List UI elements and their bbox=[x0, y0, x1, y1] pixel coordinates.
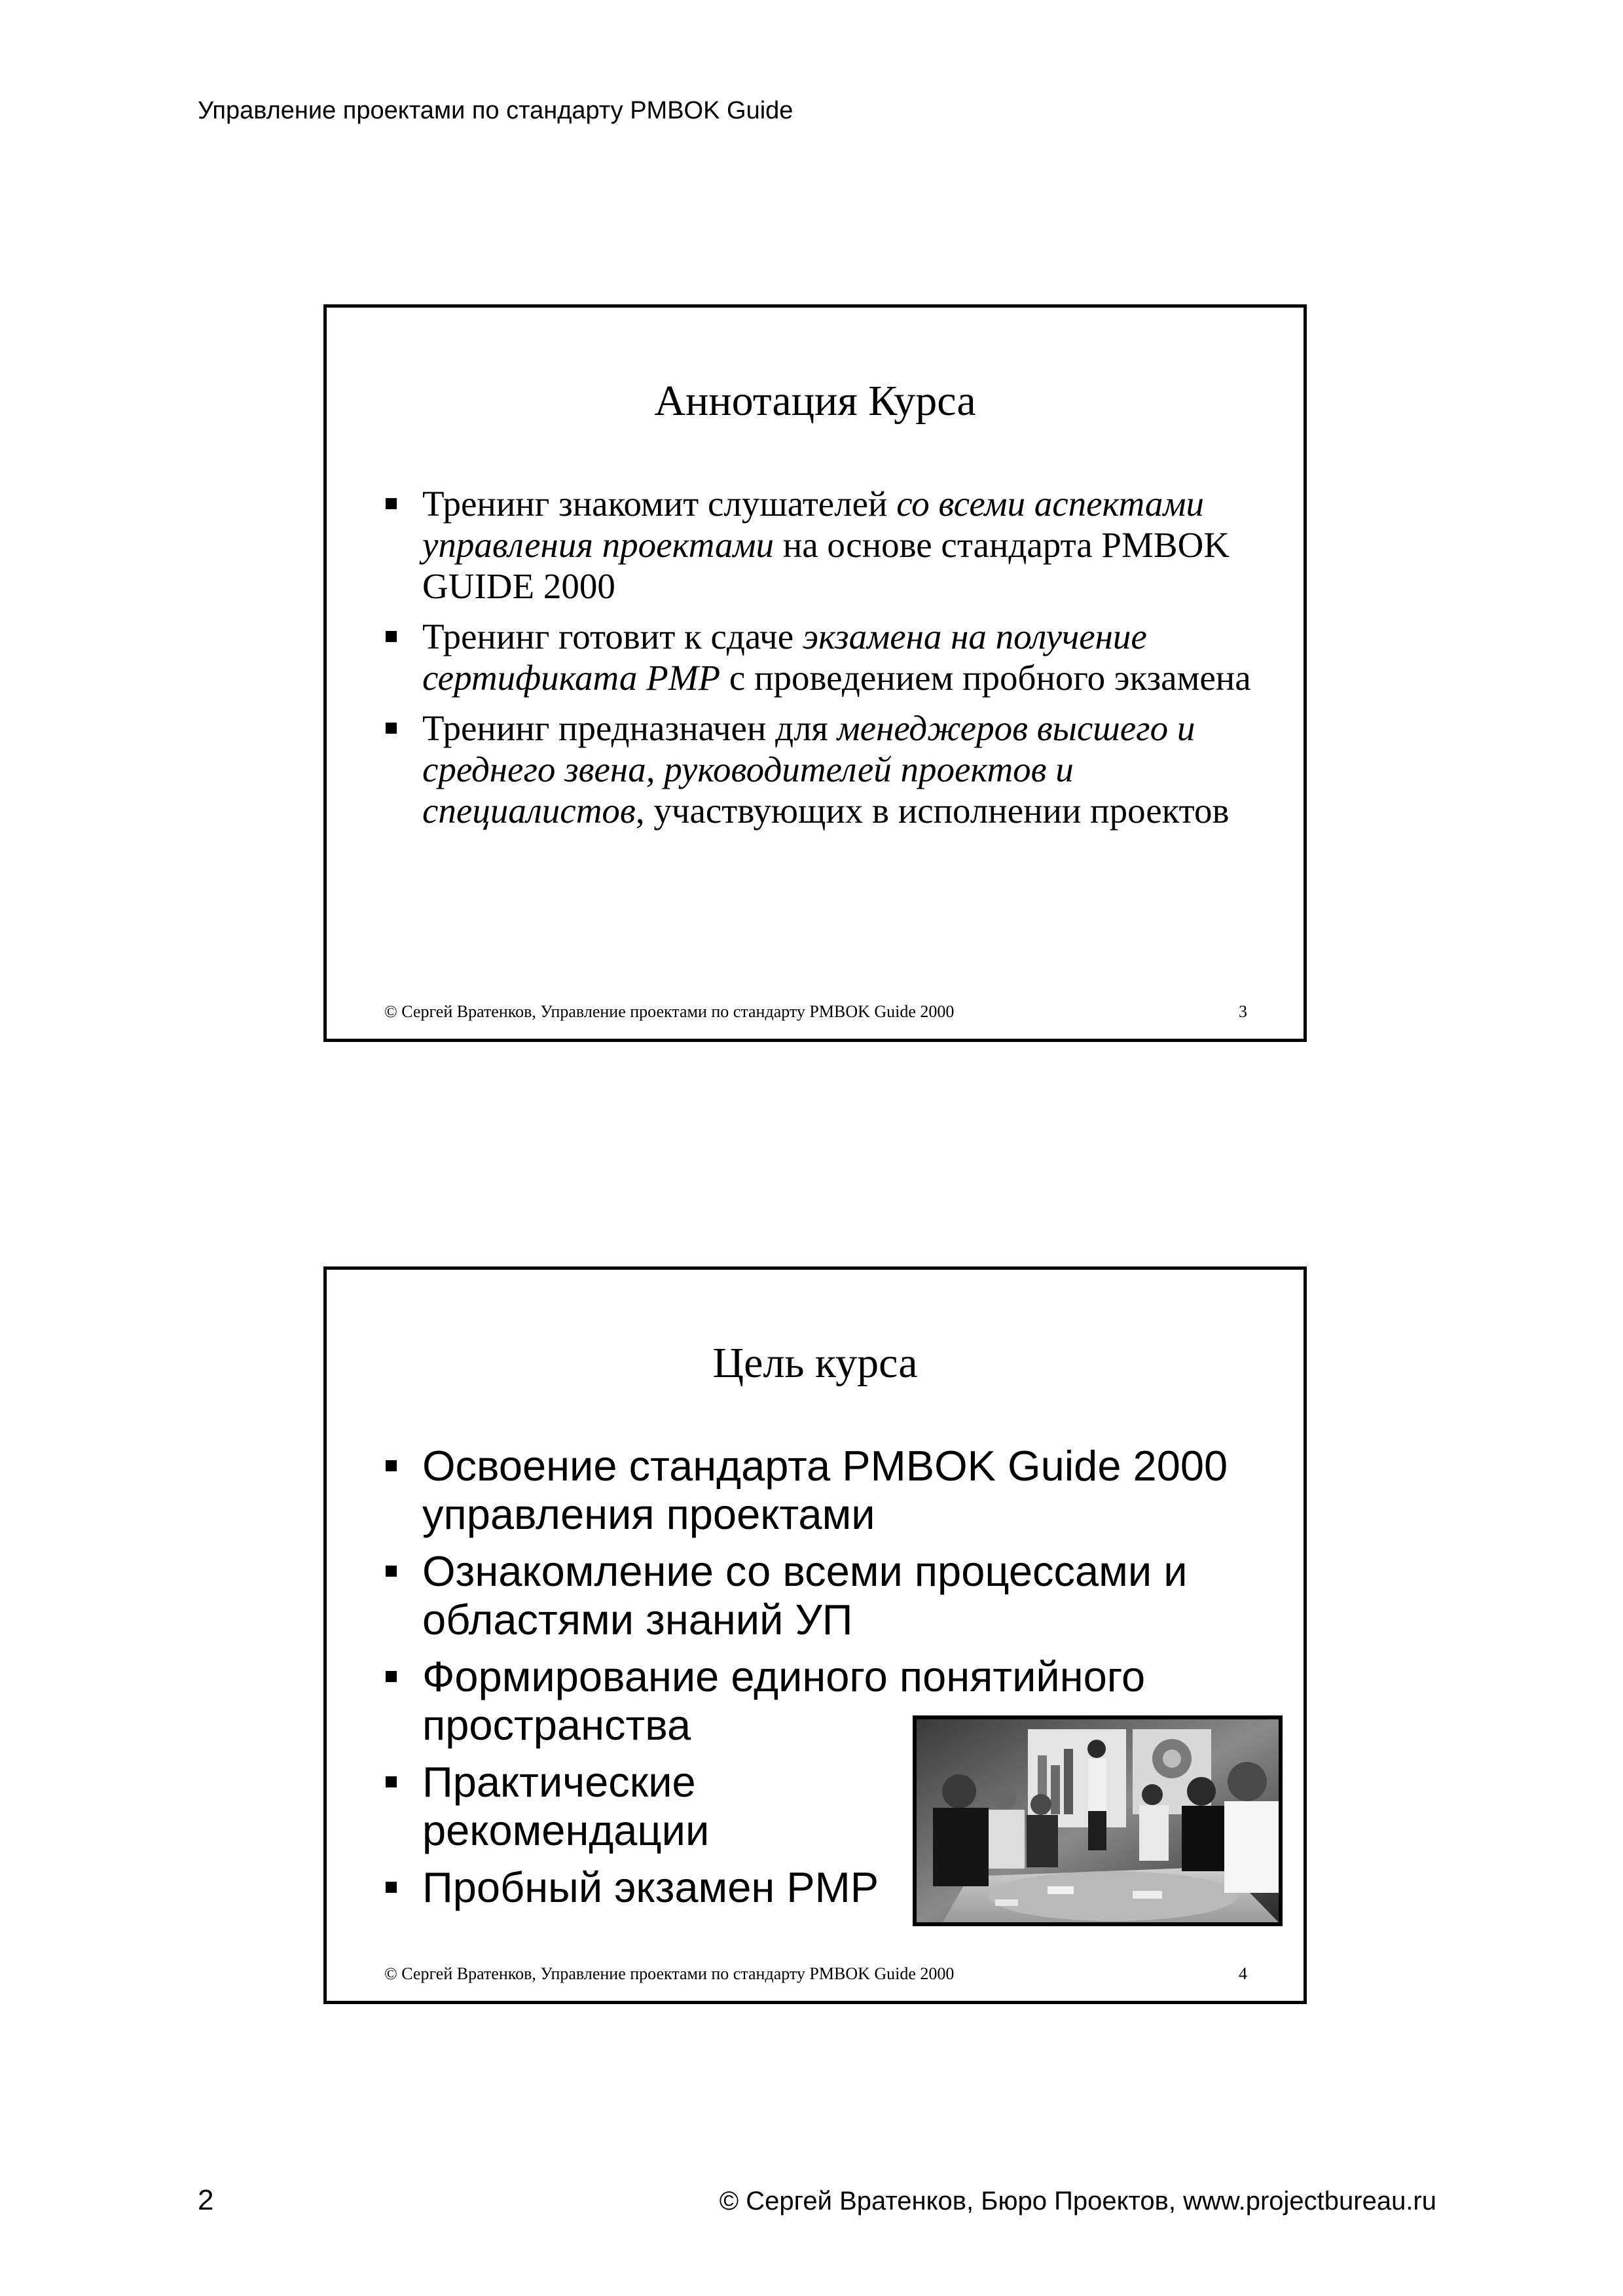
bullet-item bbox=[327, 1863, 920, 1912]
slide-footer: © Сергей Вратенков, Управление проектами по стандарту PMBOK Guide 2000 bbox=[384, 1002, 955, 1021]
bullet-text: Тренинг готовит к сдаче bbox=[422, 617, 803, 656]
square-bullet-icon bbox=[386, 1776, 397, 1787]
bullet-text: Формирование единого понятийного пространства bbox=[422, 1653, 1146, 1749]
page-header: Управление проектами по стандарту PMBOK Guide bbox=[198, 97, 793, 124]
bullet-item bbox=[327, 708, 1296, 831]
meeting-photo-image bbox=[917, 1719, 1279, 1922]
bullet-text: Ознакомление со всеми процессами и областями знаний УП bbox=[422, 1547, 1188, 1643]
meeting-photo bbox=[913, 1715, 1283, 1926]
bullet-text: Тренинг знакомит слушателей bbox=[422, 484, 897, 524]
bullet-text-italic: со всеми аспектами управления проектами bbox=[422, 484, 1205, 565]
page-number: 2 bbox=[198, 2184, 214, 2216]
bullet-item bbox=[327, 616, 1296, 698]
slide-title: Цель курса bbox=[712, 1339, 918, 1387]
bullet-text-italic: менеджеров высшего и среднего звена, руководителей проектов и специалистов bbox=[422, 708, 1195, 831]
square-bullet-icon bbox=[386, 723, 397, 734]
slide-footer: © Сергей Вратенков, Управление проектами по стандарту PMBOK Guide 2000 bbox=[384, 1964, 955, 1983]
bullet-list bbox=[327, 483, 1296, 840]
bullet-text: Освоение стандарта PMBOK Guide 2000 управления проектами bbox=[422, 1442, 1228, 1538]
square-bullet-icon bbox=[386, 1460, 397, 1471]
slide-title: Аннотация Курса bbox=[654, 377, 976, 425]
square-bullet-icon bbox=[386, 1566, 397, 1577]
bullet-item bbox=[327, 1442, 1247, 1539]
square-bullet-icon bbox=[386, 1671, 397, 1682]
square-bullet-icon bbox=[386, 1882, 397, 1893]
bullet-text: Пробный экзамен PMP bbox=[422, 1863, 879, 1911]
bullet-text: на основе стандарта PMBOK GUIDE 2000 bbox=[422, 525, 1230, 606]
bullet-text: Тренинг предназначен для bbox=[422, 708, 837, 748]
square-bullet-icon bbox=[386, 498, 397, 509]
bullet-text: Практические рекомендации bbox=[422, 1758, 710, 1854]
page-copyright: © Сергей Вратенков, Бюро Проектов, www.projectbureau.ru bbox=[719, 2187, 1436, 2215]
bullet-text: , участвующих в исполнении проектов bbox=[635, 791, 1230, 831]
slide-course-goal bbox=[323, 1266, 1307, 2004]
slide-annotation bbox=[323, 304, 1307, 1042]
slide-number: 4 bbox=[1239, 1964, 1247, 1983]
bullet-item bbox=[327, 1758, 789, 1855]
bullet-text-italic: экзамена на получение сертификата PMP bbox=[422, 617, 1147, 698]
bullet-text: с проведением пробного экзамена bbox=[720, 658, 1251, 698]
bullet-item bbox=[327, 483, 1296, 607]
bullet-item bbox=[327, 1547, 1228, 1644]
square-bullet-icon bbox=[386, 631, 397, 642]
slide-number: 3 bbox=[1239, 1002, 1247, 1021]
